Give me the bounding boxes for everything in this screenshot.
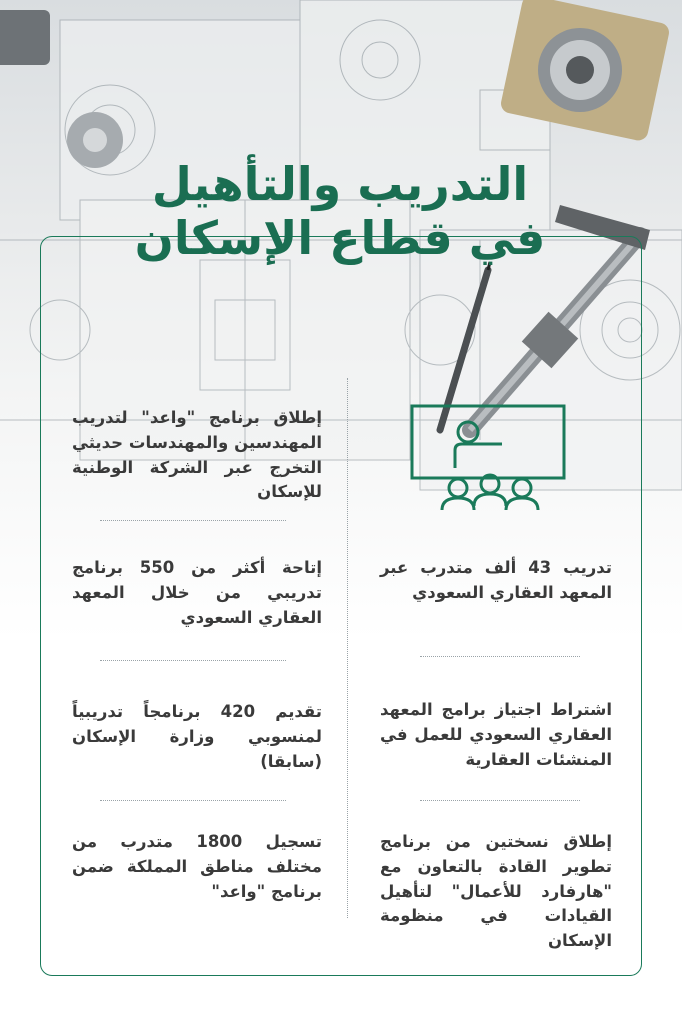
left-item-2: إتاحة أكثر من 550 برنامج تدريبي من خلال المعهد العقاري السعودي: [72, 558, 323, 627]
separator: [100, 800, 286, 801]
left-item-3: تقديم 420 برنامجاً تدريبياً لمنسوبي وزارة الإسكان (سابقا): [72, 702, 323, 771]
column-divider: [347, 378, 348, 918]
separator: [420, 656, 580, 657]
page-title: [120, 157, 560, 265]
right-item-1: تدريب 43 ألف متدرب عبر المعهد العقاري السعودي: [380, 558, 612, 602]
right-item-2: اشتراط اجتياز برامج المعهد العقاري السعودي للعمل في المنشئات العقارية: [380, 700, 612, 769]
separator: [100, 520, 286, 521]
training-presentation-icon: [410, 404, 566, 514]
separator: [100, 660, 286, 661]
title-line-2: في قطاع الإسكان: [134, 210, 546, 265]
right-item-3: إطلاق نسختين من برنامج تطوير القادة بالتعاون مع "هارفارد للأعمال" لتأهيل القيادات في منظومة الإسكان: [380, 832, 612, 950]
left-item-1: إطلاق برنامج "واعد" لتدريب المهندسين والمهندسات حديثي التخرج عبر الشركة الوطنية للإسكان: [72, 408, 322, 502]
separator: [420, 800, 580, 801]
left-item-4: تسجيل 1800 متدرب من مختلف مناطق المملكة ضمن برنامج "واعد": [72, 832, 322, 901]
title-line-1: التدريب والتأهيل: [151, 157, 529, 211]
